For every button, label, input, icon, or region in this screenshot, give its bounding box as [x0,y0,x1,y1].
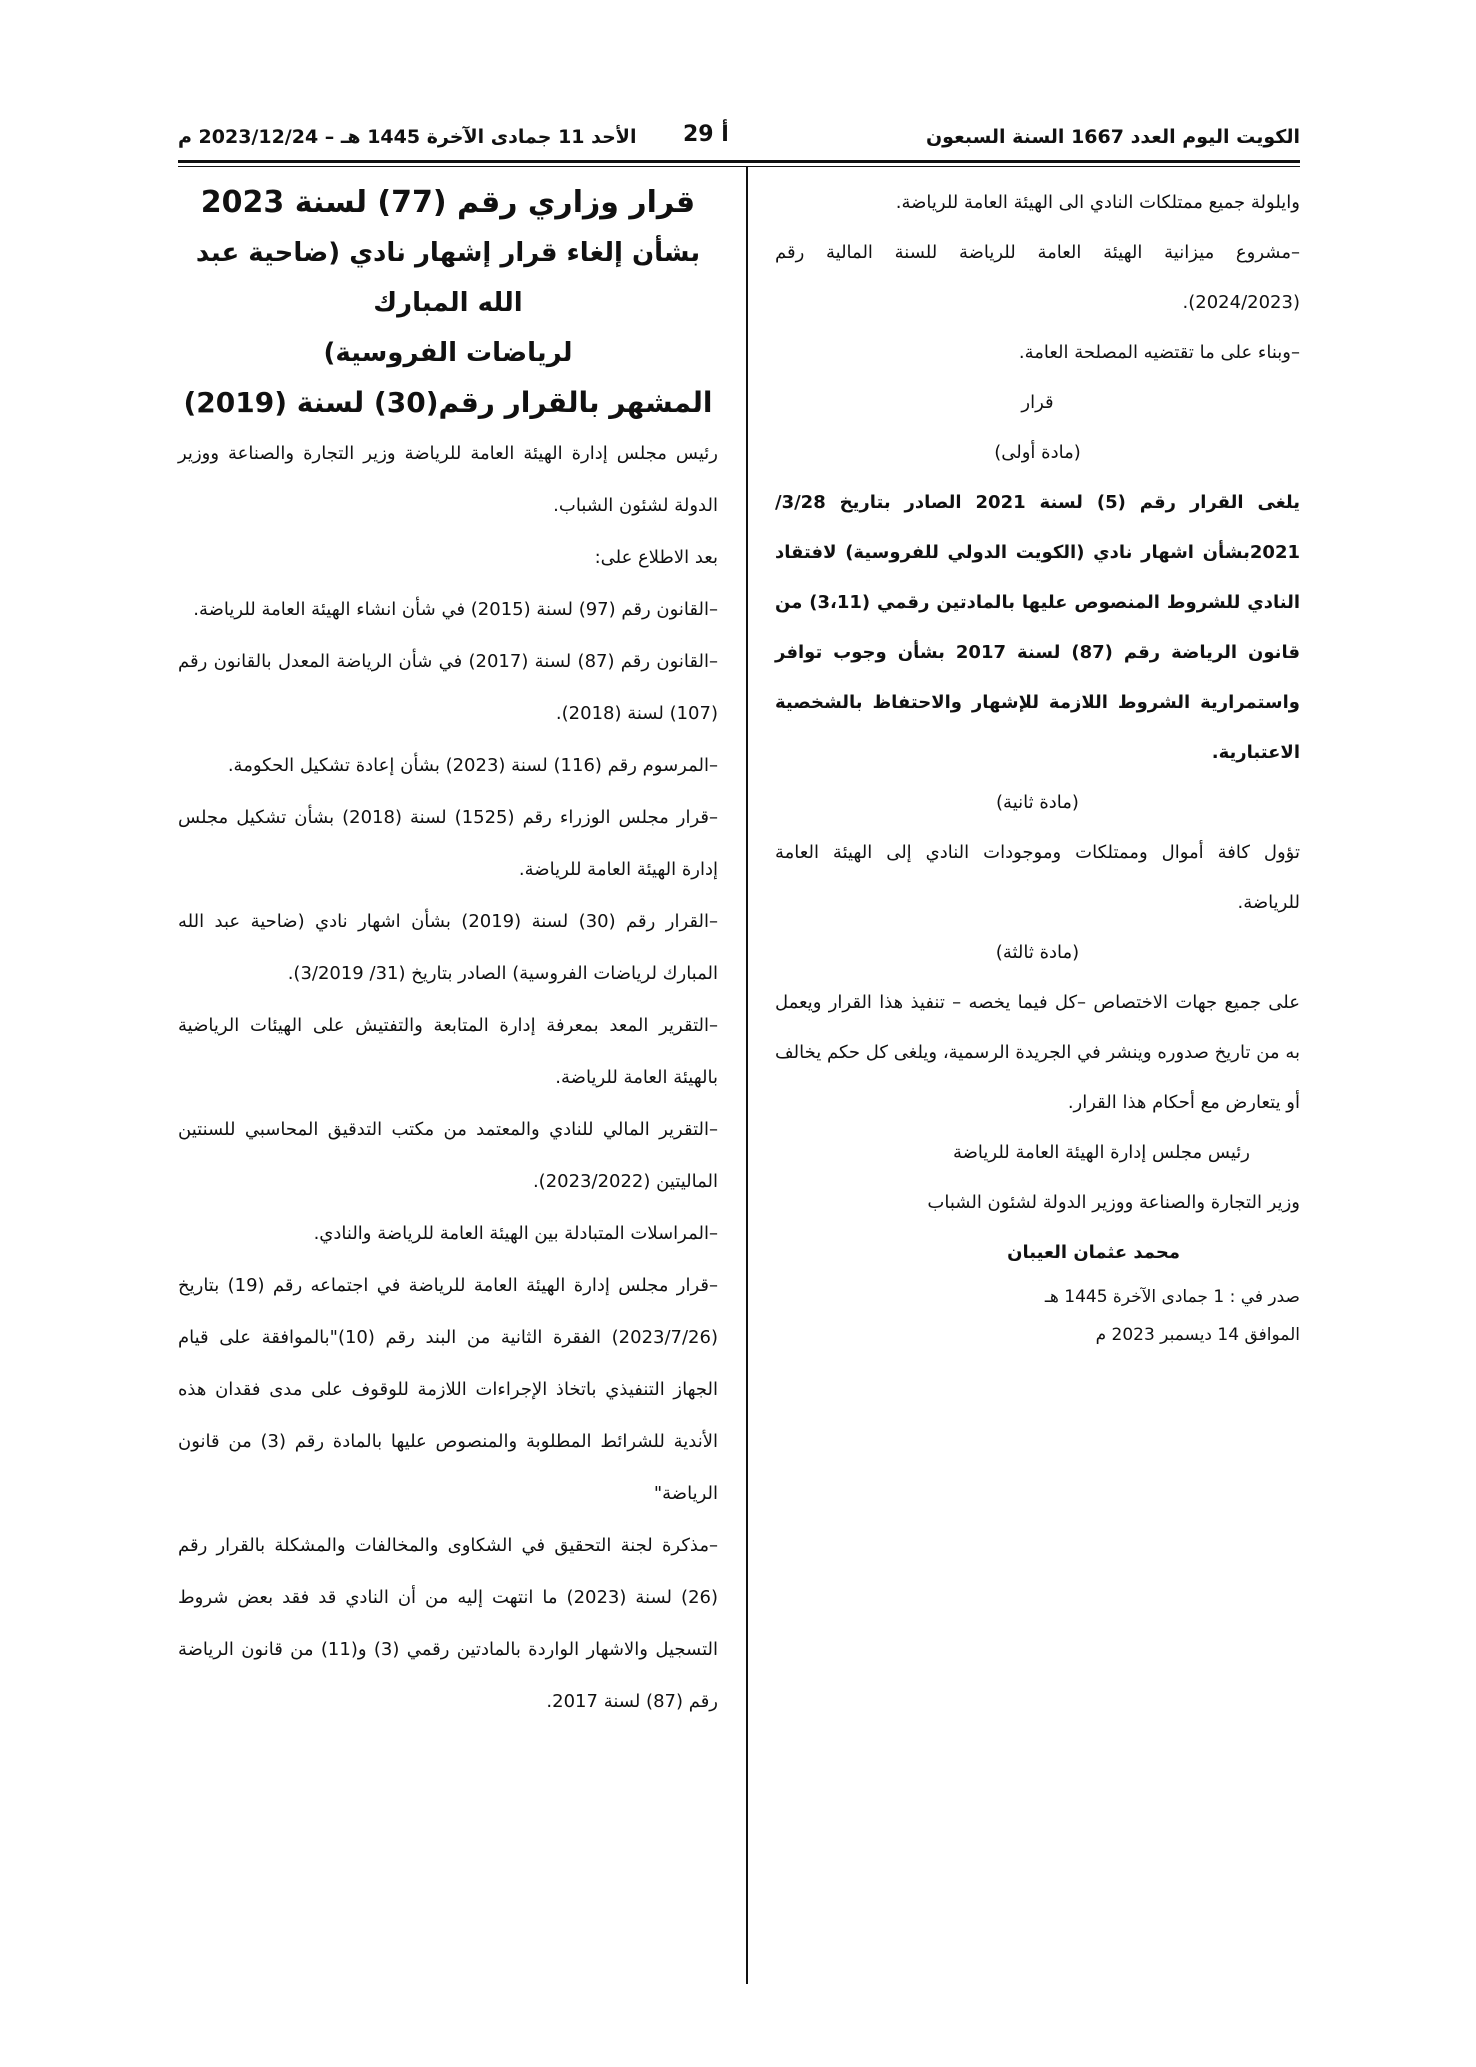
signature-title: رئيس مجلس إدارة الهيئة العامة للرياضة [952,1142,1250,1163]
issued-block [775,1278,1300,1354]
issued-gregorian: الموافق 14 ديسمبر 2023 م [1095,1325,1300,1345]
paragraph: –وبناء على ما تقتضيه المصلحة العامة. [1018,342,1300,363]
signature-name: محمد عثمان العيبان [1007,1242,1180,1263]
paragraph: وايلولة جميع ممتلكات النادي الى الهيئة العامة للرياضة. [895,192,1300,213]
header-rule [178,160,1300,163]
article-1-title: (مادة أولى) [994,442,1081,463]
article-3-text: على جميع جهات الاختصاص –كل فيما يخصه – تنفيذ هذا القرار ويعمل به من تاريخ صدوره وينشر في الجريدة الرسمية، ويلغى كل حكم يخالف أو يتعارض مع أحكام هذا القرار. [775,992,1300,1113]
list-item: –القانون رقم (97) لسنة (2015) في شأن انشاء الهيئة العامة للرياضة. [193,599,718,620]
article-2-text: تؤول كافة أموال وممتلكات وموجودات النادي إلى الهيئة العامة للرياضة. [775,842,1300,913]
after-review: بعد الاطلاع على: [594,547,718,568]
list-item: –المراسلات المتبادلة بين الهيئة العامة للرياضة والنادي. [313,1223,718,1244]
decree-subject-cont: لرياضات الفروسية) [323,338,573,368]
issued-hijri: صدر في : 1 جمادى الآخرة 1445 هـ [1044,1287,1300,1307]
list-item: –القرار رقم (30) لسنة (2019) بشأن اشهار نادي (ضاحية عبد الله المبارك لرياضات الفروسية) الصادر بتاريخ (31/ 3/2019). [178,911,718,984]
list-item: –التقرير المعد بمعرفة إدارة المتابعة والتفتيش على الهيئات الرياضية بالهيئة العامة للرياضة. [178,1015,718,1088]
issue-date: الأحد 11 جمادى الآخرة 1445 هـ – 2023/12/24 م [178,126,637,148]
list-item: –قرار مجلس إدارة الهيئة العامة للرياضة في اجتماعه رقم (19) بتاريخ (2023/7/26) الفقرة الثانية من البند رقم (10)"بالموافقة على قيام الجهاز التنفيذي باتخاذ الإجراءات اللازمة للوقوف على مدى فقدان هذه الأندية للشرائط المطلوبة والمنصوص عليها بالمادة رقم (3) من قانون الرياضة" [178,1275,718,1504]
paragraph: –مشروع ميزانية الهيئة العامة للرياضة للسنة المالية رقم (2024/2023). [775,242,1300,313]
left-column [178,178,718,1728]
list-item: –قرار مجلس الوزراء رقم (1525) لسنة (2018) بشأن تشكيل مجلس إدارة الهيئة العامة للرياضة. [178,807,718,880]
column-divider [746,166,748,1984]
list-item: –مذكرة لجنة التحقيق في الشكاوى والمخالفات والمشكلة بالقرار رقم (26) لسنة (2023) ما انتهت إليه من أن النادي قد فقد بعض شروط التسجيل والاشهار الواردة بالمادتين رقمي (3) و(11) من قانون الرياضة رقم (87) لسنة 2017. [178,1535,718,1712]
decree-reference: المشهر بالقرار رقم(30) لسنة (2019) [183,386,713,419]
page-number: أ 29 [683,122,729,147]
signature-block [775,1128,1300,1278]
list-item: –التقرير المالي للنادي والمعتمد من مكتب التدقيق المحاسبي للسنتين الماليتين (2023/2022). [178,1119,718,1192]
article-1-text: يلغى القرار رقم (5) لسنة 2021 الصادر بتاريخ 3/28/ 2021بشأن اشهار نادي (الكويت الدولي للفروسية) لافتقاد النادي للشروط المنصوص عليها بالمادتين رقمي (3،11) من قانون الرياضة رقم (87) لسنة 2017 بشأن وجوب توافر واستمرارية الشروط اللازمة للإشهار والاحتفاظ بالشخصية الاعتبارية. [775,492,1300,763]
list-item: –المرسوم رقم (116) لسنة (2023) بشأن إعادة تشكيل الحكومة. [227,755,718,776]
issuer-intro: رئيس مجلس إدارة الهيئة العامة للرياضة وزير التجارة والصناعة ووزير الدولة لشئون الشباب. [178,443,718,516]
signature-role: وزير التجارة والصناعة ووزير الدولة لشئون الشباب [927,1192,1300,1213]
header-rule-thin [178,166,1300,167]
gazette-issue: الكويت اليوم العدد 1667 السنة السبعون [925,126,1300,148]
decree-subject: بشأن إلغاء قرار إشهار نادي (ضاحية عبد الله المبارك [195,238,701,318]
right-column [775,178,1300,1354]
decision-label: قرار [1021,392,1054,413]
decree-title: قرار وزاري رقم (77) لسنة 2023 [200,185,696,220]
article-2-title: (مادة ثانية) [996,792,1079,813]
article-3-title: (مادة ثالثة) [995,942,1080,963]
list-item: –القانون رقم (87) لسنة (2017) في شأن الرياضة المعدل بالقانون رقم (107) لسنة (2018). [178,651,718,724]
page-header [178,120,1300,156]
